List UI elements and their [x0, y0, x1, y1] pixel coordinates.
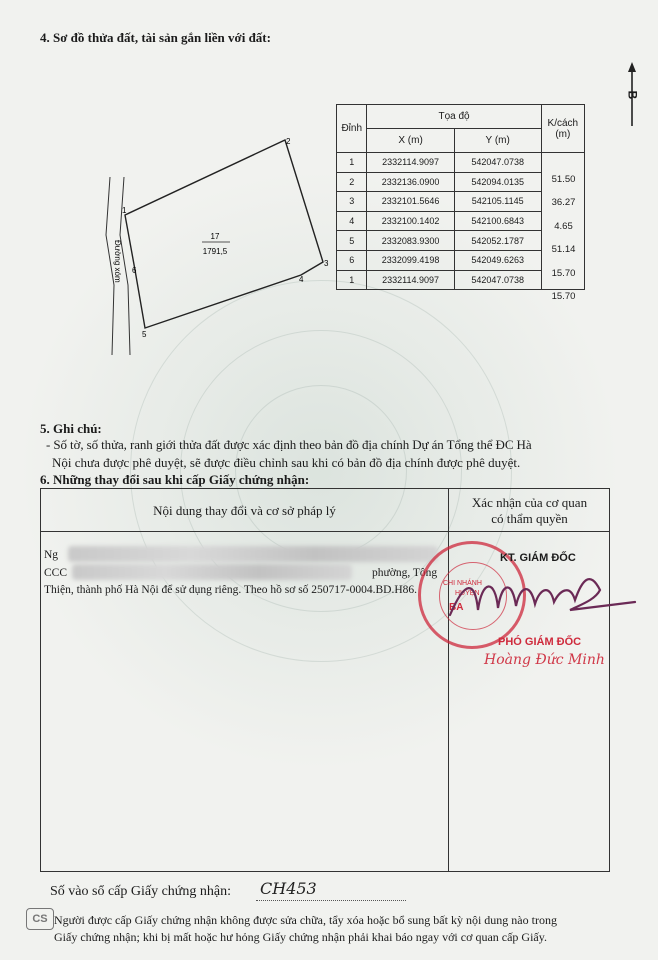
entry-fragment-2: phường, Tông — [372, 567, 438, 579]
approver-role: PHÓ GIÁM ĐỐC — [498, 636, 582, 648]
changes-header-content: Nội dung thay đổi và cơ sở pháp lý — [153, 503, 336, 518]
footer-note-2: Giấy chứng nhận; khi bị mất hoặc hư hỏng Giấy chứng nhận phải khai báo ngay với cơ quan cấp Giấy. — [54, 930, 547, 944]
header-vertex: Đỉnh — [337, 105, 367, 153]
changes-header-approval-1: Xác nhận của cơ quan — [471, 495, 588, 510]
parcel-number: 17 — [210, 232, 220, 241]
entry-prefix-1: Ng — [44, 549, 59, 561]
vertex-label-6: 6 — [132, 266, 137, 275]
header-distance: K/cách (m) — [541, 105, 584, 153]
vertex-label-5: 5 — [142, 330, 147, 339]
table-row: 1 2332114.9097 542047.0738 — [337, 270, 585, 290]
seal-text-2: HUYỆN — [455, 590, 480, 597]
table-row: 2 2332136.0900 542094.0135 — [337, 172, 585, 192]
parcel-sketch — [90, 115, 340, 365]
parcel-area: 1791,5 — [202, 247, 228, 256]
corner-logo: CS — [26, 908, 54, 930]
header-y: Y (m) — [454, 129, 541, 153]
seal-text-1: CHI NHÁNH — [443, 580, 482, 587]
vertex-label-1: 1 — [122, 206, 127, 215]
section6-title: 6. Những thay đổi sau khi cấp Giấy chứng nhận: — [40, 472, 310, 487]
redaction-blur — [68, 546, 438, 562]
signature-drawing — [440, 560, 640, 630]
vertex-label-4: 4 — [299, 275, 304, 284]
parcel-boundary — [125, 140, 323, 328]
section5-title: 5. Ghi chú: — [40, 421, 102, 436]
table-row: 1 2332114.9097 542047.0738 — [337, 153, 585, 173]
header-x: X (m) — [367, 129, 454, 153]
table-row: 3 2332101.5646 542105.1145 — [337, 192, 585, 212]
redaction-blur — [72, 564, 352, 580]
vertex-label-2: 2 — [286, 137, 291, 146]
distance-value: 51.50 — [551, 174, 576, 185]
note-line-1: - Số tờ, số thửa, ranh giới thửa đất được xác định theo bản đồ địa chính Dự án Tổng thể ĐC Hà — [46, 437, 532, 452]
register-value: CH453 — [260, 879, 317, 898]
changes-header-approval-2: có thẩm quyền — [491, 511, 568, 526]
vertex-label-3: 3 — [324, 259, 329, 268]
distance-value: 4.65 — [554, 221, 573, 232]
distance-value: 15.70 — [551, 291, 576, 302]
entry-prefix-2: CCC — [44, 567, 68, 579]
entry-line-3: Thiện, thành phố Hà Nội để sử dụng riêng. Theo hồ sơ số 250717-0004.BD.H86. — [44, 584, 418, 596]
header-coords: Tọa độ — [367, 105, 541, 129]
distance-value: 51.14 — [551, 244, 576, 255]
road-label: Đường xóm — [113, 240, 122, 283]
register-dotted-line — [256, 900, 406, 901]
section4-title: 4. Sơ đồ thửa đất, tài sản gắn liền với đất: — [40, 30, 271, 45]
approver-name: Hoàng Đức Minh — [484, 652, 605, 668]
table-row: 5 2332083.9300 542052.1787 — [337, 231, 585, 251]
road-edge-left — [106, 177, 114, 355]
note-line-2: Nội chưa được phê duyệt, sẽ được điều chỉnh sau khi có bản đồ địa chính được phê duyệt. — [52, 455, 521, 470]
register-label: Số vào sổ cấp Giấy chứng nhận: — [50, 884, 231, 899]
distance-value: 36.27 — [551, 197, 576, 208]
table-row: 4 2332100.1402 542100.6843 — [337, 211, 585, 231]
footer-note-1: Người được cấp Giấy chứng nhận không được sửa chữa, tẩy xóa hoặc bổ sung bất kỳ nội dung nào trong — [54, 913, 557, 927]
approver-title: KT. GIÁM ĐỐC — [500, 552, 576, 564]
seal-text-3: BA — [449, 602, 464, 613]
distance-value: 15.70 — [551, 268, 576, 279]
north-label: B — [625, 90, 640, 100]
table-row: 6 2332099.4198 542049.6263 — [337, 250, 585, 270]
